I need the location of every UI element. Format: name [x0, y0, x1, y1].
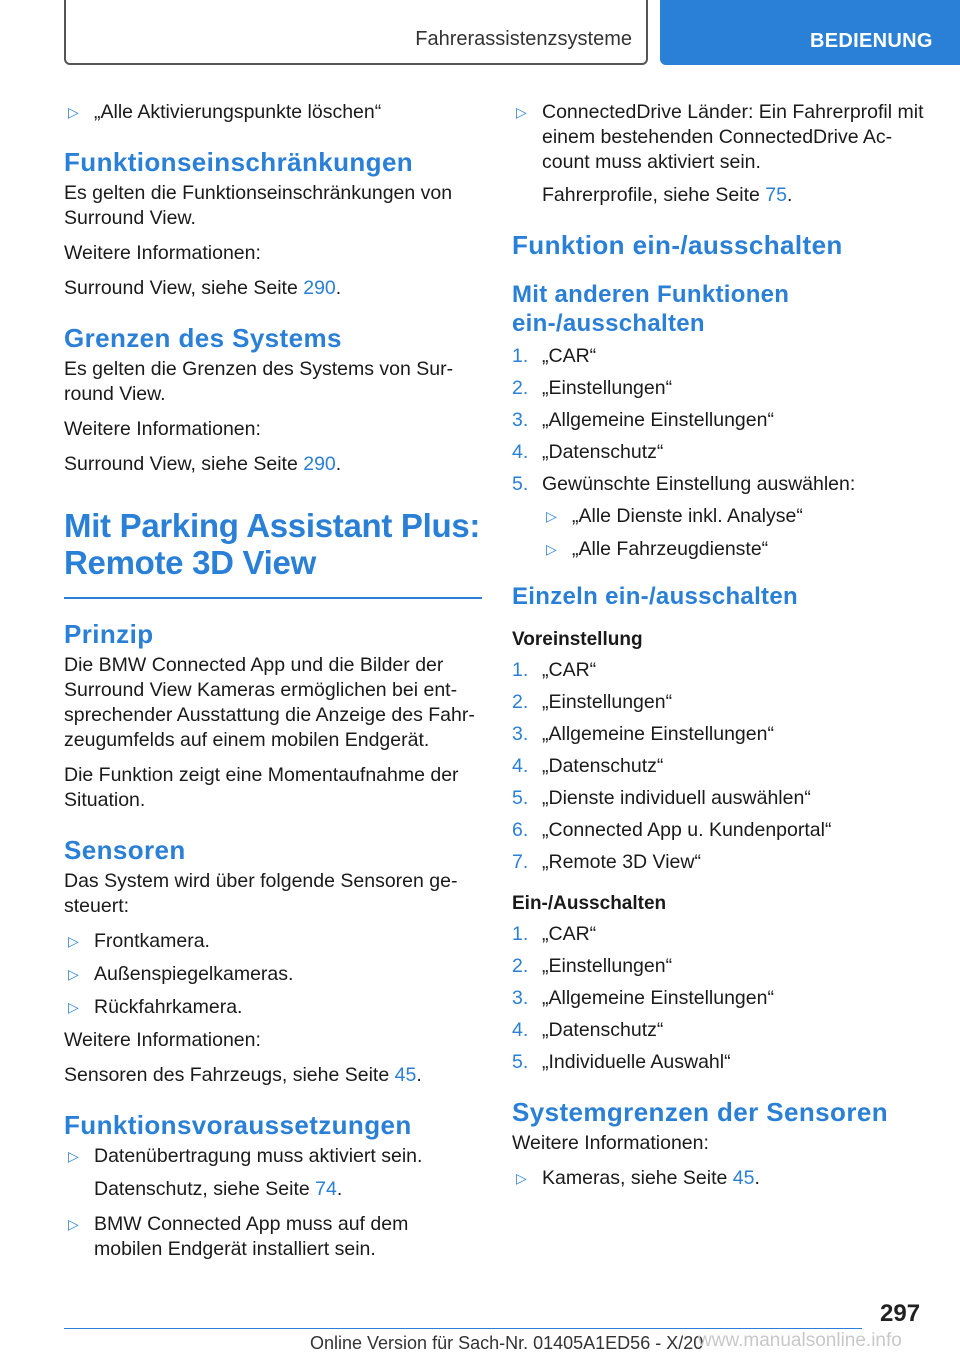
heading-toggle: Funktion ein-/ausschalten [512, 230, 843, 260]
list-item: ▷ Frontkamera. [68, 930, 210, 952]
heading-with-other: Mit anderen Funktionen ein-/ausschalten [512, 281, 790, 337]
footer-divider [64, 1328, 862, 1329]
principle-text-1: Die BMW Connected App und die Bilder der Surround View Kameras ermöglichen bei ent-sprechender Ausstattung die Anzeige des Fahr-zeugumfelds auf einem mobilen Endgerät. [64, 654, 475, 751]
func-limits-ref: Surround View, siehe Seite 290. [64, 277, 342, 299]
step-item: 3. „Allgemeine Einstellungen“ [512, 723, 774, 745]
step-item: 2. „Einstellungen“ [512, 691, 673, 713]
triangle-bullet-icon: ▷ [516, 1170, 527, 1186]
step-item: 5. Gewünschte Einstellung auswählen: [512, 473, 856, 495]
step-item: 1. „CAR“ [512, 659, 597, 681]
triangle-bullet-icon: ▷ [68, 999, 79, 1015]
step-item: 1. „CAR“ [512, 923, 597, 945]
bullet-item: ▷ „Alle Aktivierungspunkte löschen“ [68, 101, 382, 123]
sensors-more: Weitere Informationen: [64, 1029, 261, 1051]
heading-func-limits: Funktionseinschränkungen [64, 147, 414, 177]
list-item: ▷ ConnectedDrive Länder: Ein Fahrerprofil mit einem bestehenden ConnectedDrive Ac-count muss aktiviert sein. [516, 101, 924, 173]
step-item: 7. „Remote 3D View“ [512, 851, 701, 873]
right-column [512, 100, 932, 1199]
page-link-75[interactable]: 75 [765, 184, 787, 206]
heading-system-limits: Grenzen des Systems [64, 323, 342, 353]
header-section-tab [64, 0, 648, 65]
watermark: www.manualsonline.info [698, 1330, 902, 1351]
heading-individual: Einzeln ein-/ausschalten [512, 583, 798, 610]
requirements-ref: Datenschutz, siehe Seite 74. [94, 1178, 343, 1200]
system-limits-text: Es gelten die Grenzen des Systems von Sur-round View. [64, 358, 454, 405]
page-link-45[interactable]: 45 [394, 1064, 417, 1086]
step-item: 6. „Connected App u. Kundenportal“ [512, 819, 832, 841]
triangle-bullet-icon: ▷ [68, 1148, 79, 1164]
page-link-74[interactable]: 74 [315, 1178, 337, 1200]
heading-sensor-limits: Systemgrenzen der Sensoren [512, 1097, 888, 1127]
heading-sensors: Sensoren [64, 835, 186, 865]
list-item: ▷ Rückfahrkamera. [68, 996, 243, 1018]
triangle-bullet-icon: ▷ [68, 104, 79, 120]
triangle-bullet-icon: ▷ [68, 933, 79, 949]
func-limits-more: Weitere Informationen: [64, 242, 261, 264]
title-divider [64, 597, 482, 599]
left-column [64, 100, 482, 1270]
triangle-bullet-icon: ▷ [68, 1216, 79, 1232]
list-item: ▷ BMW Connected App muss auf dem mobilen Endgerät installiert sein. [68, 1213, 409, 1260]
func-limits-text: Es gelten die Funktionseinschränkungen von Surround View. [64, 182, 453, 229]
sensor-limits-more: Weitere Informationen: [512, 1132, 709, 1154]
header-chapter-tab [660, 0, 960, 65]
page-number: 297 [880, 1300, 921, 1327]
step-item: 4. „Datenschutz“ [512, 755, 664, 777]
sensors-text: Das System wird über folgende Sensoren ge-steuert: [64, 870, 458, 917]
page-link-290[interactable]: 290 [303, 453, 336, 475]
system-limits-ref: Surround View, siehe Seite 290. [64, 453, 342, 475]
step-item: 5. „Dienste individuell auswählen“ [512, 787, 811, 809]
system-limits-more: Weitere Informationen: [64, 418, 261, 440]
triangle-bullet-icon: ▷ [546, 541, 557, 557]
page-link-290[interactable]: 290 [303, 277, 336, 299]
list-item: ▷ Außenspiegelkameras. [68, 963, 294, 985]
list-item: ▷ Kameras, siehe Seite 45. [516, 1167, 760, 1189]
list-item: ▷ „Alle Fahrzeugdienste“ [546, 538, 769, 560]
step-item: 2. „Einstellungen“ [512, 377, 673, 399]
page-link-45[interactable]: 45 [732, 1167, 755, 1189]
step-item: 1. „CAR“ [512, 345, 597, 367]
step-item: 2. „Einstellungen“ [512, 955, 673, 977]
chapter-title: Mit Parking Assistant Plus: Remote 3D View [64, 507, 481, 581]
principle-text-2: Die Funktion zeigt eine Momentaufnahme der Situation. [64, 764, 459, 811]
triangle-bullet-icon: ▷ [516, 104, 527, 120]
heading-requirements: Funktionsvoraussetzungen [64, 1110, 412, 1140]
step-item: 4. „Datenschutz“ [512, 441, 664, 463]
step-item: 5. „Individuelle Auswahl“ [512, 1051, 731, 1073]
sensors-ref: Sensoren des Fahrzeugs, siehe Seite 45. [64, 1064, 422, 1086]
triangle-bullet-icon: ▷ [546, 508, 557, 524]
preset-label: Voreinstellung [512, 629, 643, 650]
header-section-title: Fahrerassistenzsysteme [415, 28, 632, 50]
step-item: 3. „Allgemeine Einstellungen“ [512, 409, 774, 431]
step-item: 3. „Allgemeine Einstellungen“ [512, 987, 774, 1009]
triangle-bullet-icon: ▷ [68, 966, 79, 982]
step-item: 4. „Datenschutz“ [512, 1019, 664, 1041]
cd-ref: Fahrerprofile, siehe Seite 75. [542, 184, 793, 206]
onoff-label: Ein-/Ausschalten [512, 893, 667, 914]
list-item: ▷ „Alle Dienste inkl. Analyse“ [546, 505, 803, 527]
footer-online-text: Online Version für Sach-Nr. 01405A1ED56 - X/20 [310, 1333, 704, 1353]
list-item: ▷ Datenübertragung muss aktiviert sein. [68, 1145, 423, 1167]
header-chapter-title: BEDIENUNG [810, 30, 933, 52]
heading-principle: Prinzip [64, 619, 154, 649]
